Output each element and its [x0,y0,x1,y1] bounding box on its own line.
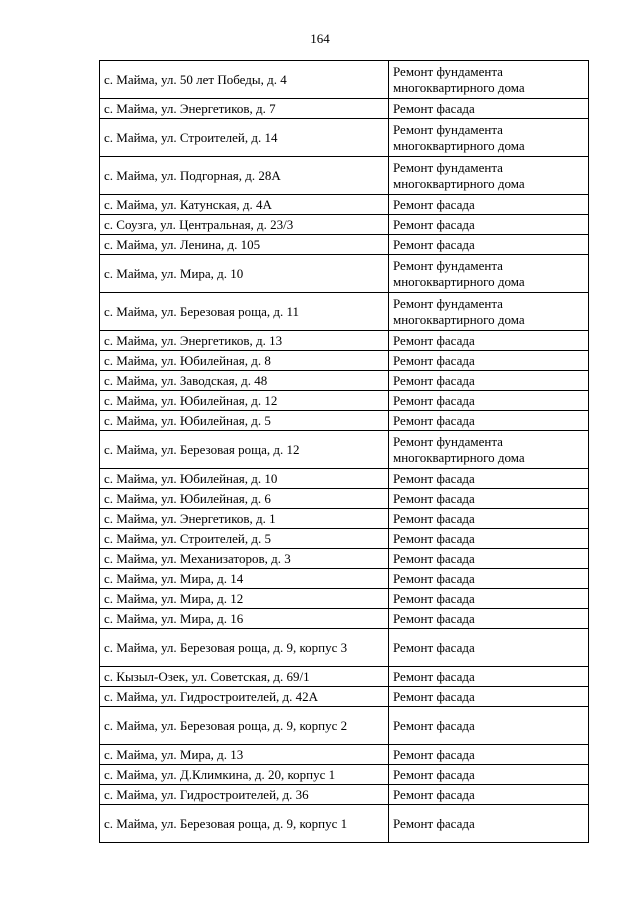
table-row [100,99,589,119]
work-type-cell: Ремонт фасада [389,629,589,667]
table-row [100,157,589,195]
work-type-cell: Ремонт фасада [389,509,589,529]
table-row [100,351,589,371]
work-type-cell: Ремонт фасада [389,589,589,609]
work-type-cell: Ремонт фундамента многоквартирного дома [389,255,589,293]
address-cell: с. Майма, ул. Катунская, д. 4А [100,195,389,215]
address-cell: с. Майма, ул. Березовая роща, д. 9, корпус 3 [100,629,389,667]
address-cell: с. Майма, ул. Строителей, д. 14 [100,119,389,157]
table-body [100,61,589,843]
address-cell: с. Кызыл-Озек, ул. Советская, д. 69/1 [100,667,389,687]
address-cell: с. Майма, ул. Энергетиков, д. 13 [100,331,389,351]
table-row [100,707,589,745]
table-row [100,805,589,843]
work-type-cell: Ремонт фасада [389,785,589,805]
table-row [100,569,589,589]
address-cell: с. Майма, ул. Березовая роща, д. 9, корпус 1 [100,805,389,843]
work-type-cell: Ремонт фасада [389,745,589,765]
work-type-cell: Ремонт фасада [389,569,589,589]
address-cell: с. Майма, ул. Ленина, д. 105 [100,235,389,255]
work-type-cell: Ремонт фасада [389,489,589,509]
table-row [100,529,589,549]
work-type-cell: Ремонт фасада [389,331,589,351]
address-cell: с. Майма, ул. 50 лет Победы, д. 4 [100,61,389,99]
address-cell: с. Майма, ул. Гидростроителей, д. 42А [100,687,389,707]
work-type-cell: Ремонт фундамента многоквартирного дома [389,157,589,195]
table-row [100,195,589,215]
work-type-cell: Ремонт фундамента многоквартирного дома [389,119,589,157]
work-type-cell: Ремонт фасада [389,371,589,391]
work-type-cell: Ремонт фасада [389,765,589,785]
address-cell: с. Майма, ул. Строителей, д. 5 [100,529,389,549]
work-type-cell: Ремонт фундамента многоквартирного дома [389,61,589,99]
address-cell: с. Майма, ул. Энергетиков, д. 7 [100,99,389,119]
table-row [100,509,589,529]
table-row [100,371,589,391]
work-type-cell: Ремонт фасада [389,805,589,843]
table-row [100,469,589,489]
address-cell: с. Майма, ул. Березовая роща, д. 11 [100,293,389,331]
table-row [100,765,589,785]
work-type-cell: Ремонт фундамента многоквартирного дома [389,431,589,469]
table-row [100,489,589,509]
work-type-cell: Ремонт фасада [389,411,589,431]
work-type-cell: Ремонт фасада [389,707,589,745]
address-cell: с. Майма, ул. Механизаторов, д. 3 [100,549,389,569]
address-cell: с. Майма, ул. Заводская, д. 48 [100,371,389,391]
table-row [100,255,589,293]
address-cell: с. Майма, ул. Юбилейная, д. 12 [100,391,389,411]
address-cell: с. Майма, ул. Березовая роща, д. 9, корпус 2 [100,707,389,745]
table-row [100,391,589,411]
address-cell: с. Майма, ул. Березовая роща, д. 12 [100,431,389,469]
table-row [100,745,589,765]
table-row [100,549,589,569]
address-cell: с. Майма, ул. Мира, д. 13 [100,745,389,765]
work-type-cell: Ремонт фасада [389,529,589,549]
address-cell: с. Майма, ул. Мира, д. 10 [100,255,389,293]
work-type-cell: Ремонт фасада [389,235,589,255]
address-cell: с. Майма, ул. Гидростроителей, д. 36 [100,785,389,805]
address-cell: с. Майма, ул. Мира, д. 14 [100,569,389,589]
work-type-cell: Ремонт фасада [389,469,589,489]
table-row [100,293,589,331]
work-type-cell: Ремонт фасада [389,667,589,687]
table-row [100,61,589,99]
work-type-cell: Ремонт фасада [389,687,589,707]
address-cell: с. Майма, ул. Юбилейная, д. 10 [100,469,389,489]
page-number: 164 [310,31,330,46]
address-cell: с. Майма, ул. Мира, д. 12 [100,589,389,609]
work-type-cell: Ремонт фасада [389,549,589,569]
address-cell: с. Майма, ул. Юбилейная, д. 6 [100,489,389,509]
table-row [100,667,589,687]
table-row [100,215,589,235]
address-cell: с. Майма, ул. Юбилейная, д. 8 [100,351,389,371]
table-row [100,431,589,469]
address-cell: с. Майма, ул. Мира, д. 16 [100,609,389,629]
work-type-cell: Ремонт фасада [389,215,589,235]
table-row [100,411,589,431]
table-row [100,629,589,667]
address-cell: с. Майма, ул. Подгорная, д. 28А [100,157,389,195]
address-cell: с. Майма, ул. Юбилейная, д. 5 [100,411,389,431]
table-row [100,785,589,805]
table-row [100,589,589,609]
repair-works-table [99,60,589,843]
address-cell: с. Майма, ул. Д.Климкина, д. 20, корпус 1 [100,765,389,785]
table-row [100,609,589,629]
table-row [100,119,589,157]
work-type-cell: Ремонт фасада [389,195,589,215]
work-type-cell: Ремонт фасада [389,609,589,629]
work-type-cell: Ремонт фасада [389,351,589,371]
address-cell: с. Соузга, ул. Центральная, д. 23/3 [100,215,389,235]
work-type-cell: Ремонт фундамента многоквартирного дома [389,293,589,331]
work-type-cell: Ремонт фасада [389,391,589,411]
address-cell: с. Майма, ул. Энергетиков, д. 1 [100,509,389,529]
work-type-cell: Ремонт фасада [389,99,589,119]
table-row [100,687,589,707]
table-row [100,235,589,255]
table-row [100,331,589,351]
